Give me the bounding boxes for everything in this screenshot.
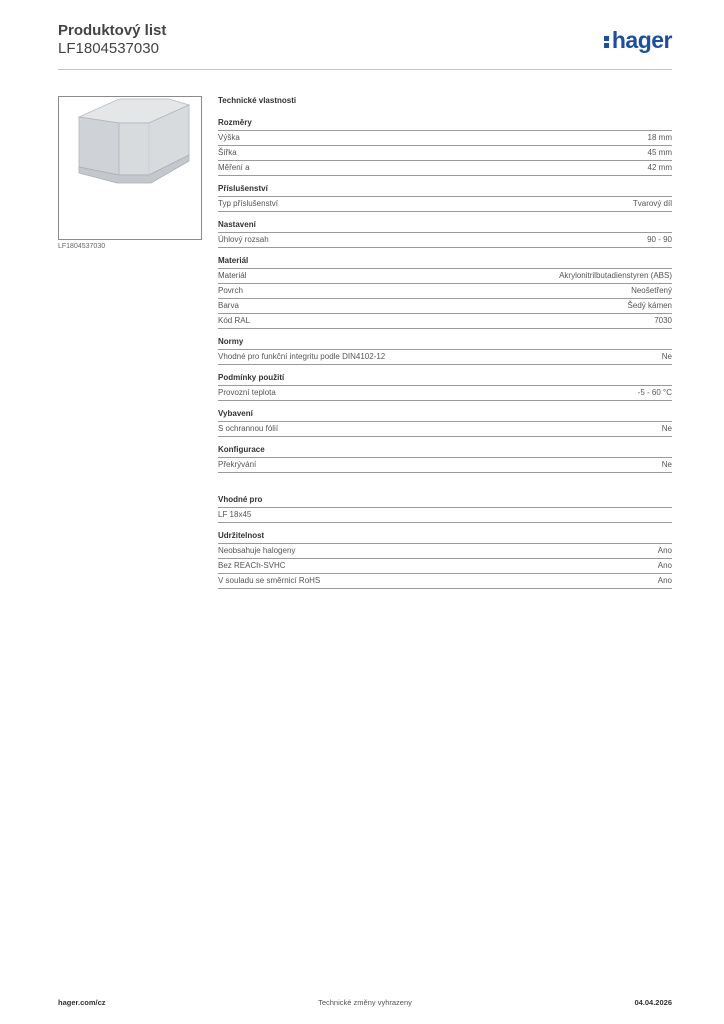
spec-row [218,197,672,212]
spec-label: Neobsahuje halogeny [218,546,296,555]
section-configuration [218,445,672,473]
spec-value: Neošetřený [631,286,672,295]
spec-value: -5 - 60 °C [637,388,672,397]
corner-piece-illustration [59,97,201,239]
specs-title: Technické vlastnosti [218,96,297,105]
spec-row [218,508,672,523]
section-title: Vhodné pro [218,495,672,508]
spec-label: Překrývání [218,460,257,469]
spec-value: 42 mm [647,163,672,172]
spec-value: Ne [661,424,672,433]
section-conditions [218,373,672,401]
section-title: Materiál [218,256,672,269]
section-title: Udržitelnost [218,531,672,544]
spec-row [218,350,672,365]
section-accessories [218,184,672,212]
spec-row [218,233,672,248]
spec-label: Vhodné pro funkční integritu podle DIN4102-12 [218,352,386,361]
spec-label: S ochrannou fólií [218,424,279,433]
spec-value: Ne [661,352,672,361]
spec-label: Povrch [218,286,243,295]
spec-row [218,314,672,329]
logo-text: hager [611,27,672,53]
spec-value: Ne [661,460,672,469]
spec-label: Materiál [218,271,247,280]
spec-value: Ano [657,576,672,585]
spec-label: Barva [218,301,239,310]
section-sustainability [218,531,672,589]
spec-row [218,544,672,559]
technical-specs [218,96,672,589]
spec-label: LF 18x45 [218,510,252,519]
spec-row [218,284,672,299]
product-image [58,96,202,240]
section-equipment [218,409,672,437]
spec-row [218,422,672,437]
spec-row [218,386,672,401]
spec-row [218,269,672,284]
section-material [218,256,672,329]
section-norms [218,337,672,365]
spec-value: 7030 [654,316,672,325]
section-title: Normy [218,337,672,350]
spec-value: 90 - 90 [647,235,672,244]
document-title: Produktový list [58,22,167,39]
spec-row [218,458,672,473]
spec-label: Typ příslušenství [218,199,279,208]
hager-logo[interactable] [604,27,672,54]
spec-value: 18 mm [647,133,672,142]
spec-row [218,559,672,574]
section-settings [218,220,672,248]
section-dimensions [218,118,672,176]
section-title: Příslušenství [218,184,672,197]
spec-label: Měření a [218,163,250,172]
image-caption: LF1804537030 [58,243,106,250]
footer-website-link[interactable]: hager.com/cz [58,998,106,1007]
spec-row [218,161,672,176]
spec-label: Kód RAL [218,316,251,325]
spec-label: Výška [218,133,240,142]
section-title: Podmínky použití [218,373,672,386]
spec-row [218,299,672,314]
footer-date: 04.04.2026 [634,998,672,1007]
spec-value: Ano [657,546,672,555]
section-title: Konfigurace [218,445,672,458]
spec-value: 45 mm [647,148,672,157]
section-title: Rozměry [218,118,672,131]
spec-value: Šedý kámen [627,301,672,310]
section-suitable-for [218,495,672,523]
spec-value: Akrylonitrilbutadienstyren (ABS) [559,271,672,280]
section-title: Vybavení [218,409,672,422]
footer-disclaimer: Technické změny vyhrazeny [318,998,412,1007]
spec-value: Ano [657,561,672,570]
spec-label: V souladu se směrnicí RoHS [218,576,321,585]
spec-label: Bez REACh-SVHC [218,561,286,570]
spec-value: Tvarový díl [632,199,672,208]
logo-dots-icon [604,35,610,49]
spec-row [218,574,672,589]
product-code: LF1804537030 [58,40,159,57]
page-header [58,22,672,70]
spec-label: Šířka [218,148,237,157]
spec-label: Úhlový rozsah [218,235,269,244]
spec-row [218,131,672,146]
section-title: Nastavení [218,220,672,233]
spec-row [218,146,672,161]
spec-label: Provozní teplota [218,388,276,397]
